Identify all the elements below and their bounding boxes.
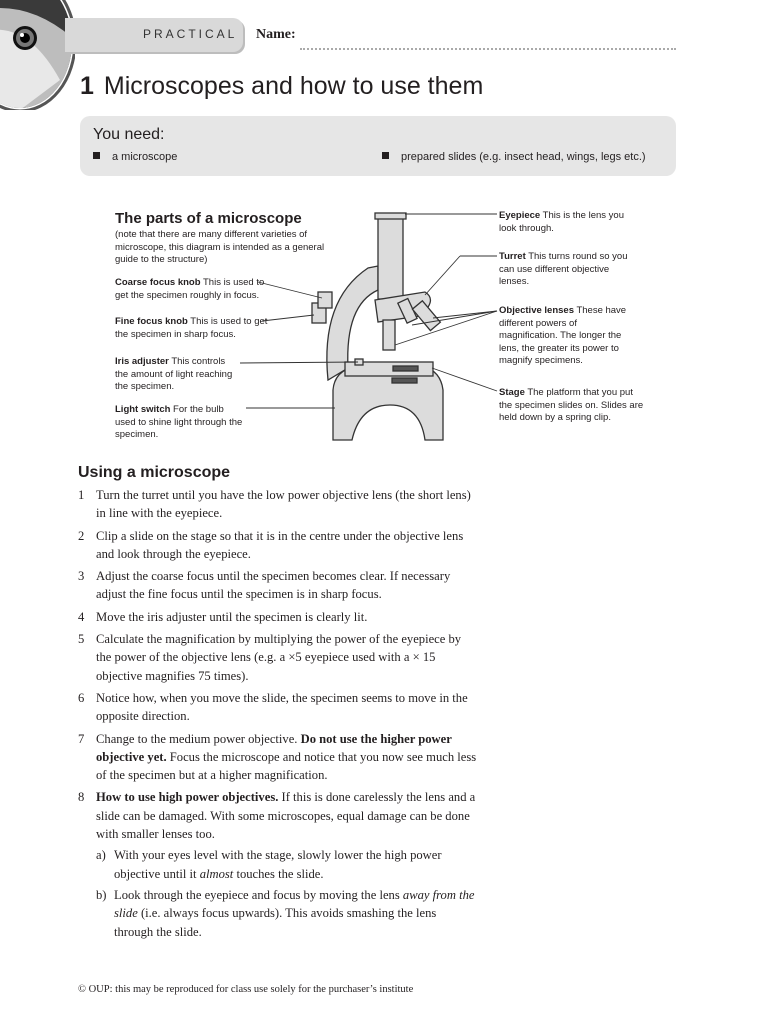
step-number: 7	[78, 731, 85, 746]
title-text: Microscopes and how to use them	[103, 72, 484, 100]
step-text: (i.e. always focus upwards). This avoids smashing the lens through the slide.	[114, 906, 437, 939]
slide-clip	[393, 366, 418, 371]
parts-title: The parts of a microscope	[115, 210, 302, 227]
copyright-footer: © OUP: this may be reproduced for class use solely for the purchaser’s institute	[78, 984, 414, 995]
label-term: Eyepiece	[499, 210, 541, 221]
step-text: Turn the turret until you have the low power objective lens (the short lens) in line with the eyepiece.	[96, 488, 471, 521]
name-label: Name:	[256, 27, 296, 42]
label-desc: For the bulb used to shine light through the specimen.	[115, 404, 243, 440]
step-text: Change to the medium power objective.	[96, 731, 301, 746]
sub-list-item	[78, 846, 478, 883]
step-italic-text: almost	[199, 866, 234, 881]
label-desc: This is the lens you look through.	[499, 210, 624, 234]
list-item	[78, 608, 478, 626]
practical-label: PRACTICAL	[143, 27, 238, 41]
objective-lens	[383, 320, 395, 350]
label-desc: This controls the amount of light reaching the specimen.	[115, 356, 233, 392]
light-source	[392, 378, 417, 383]
you-need-heading: You need:	[93, 126, 165, 143]
step-text: Clip a slide on the stage so that it is in the centre under the objective lens and look through the eyepiece.	[96, 528, 464, 561]
microscope-diagram	[0, 0, 768, 470]
step-number: 3	[78, 569, 85, 584]
steps-list	[78, 486, 478, 945]
list-item	[78, 788, 478, 940]
step-number: 4	[78, 609, 85, 624]
label-term: Light switch	[115, 404, 171, 415]
step-number: 8	[78, 790, 85, 805]
coarse-focus-knob	[318, 292, 332, 308]
label-desc: These have different powers of magnification. The longer the lens, the greater its power to magnify specimens.	[499, 305, 627, 366]
label-desc: This is used to get the specimen roughly in focus.	[115, 277, 265, 301]
step-number: 6	[78, 690, 85, 705]
step-number: 2	[78, 528, 85, 543]
list-item	[78, 630, 478, 685]
step-text: Move the iris adjuster until the specimen is clearly lit.	[96, 609, 368, 624]
step-text: Adjust the coarse focus until the specimen becomes clear. If necessary adjust the fine focus until the specimen is in sharp focus.	[96, 569, 451, 602]
step-italic-text: away from the slide	[114, 887, 475, 921]
list-item	[78, 567, 478, 604]
step-bold-text: How to use high power objectives.	[96, 790, 279, 805]
list-item	[78, 689, 478, 726]
sub-step-letter: a)	[96, 848, 106, 863]
label-term: Stage	[499, 387, 525, 398]
label-term: Fine focus knob	[115, 316, 188, 327]
label-term: Coarse focus knob	[115, 277, 201, 288]
parts-note: (note that there are many different varieties of microscope, this diagram is intended as a general guide to the structure)	[115, 229, 325, 265]
you-need-item-text: a microscope	[112, 151, 178, 163]
sub-step-letter: b)	[96, 887, 107, 902]
sub-list-item	[78, 886, 478, 941]
step-text: Notice how, when you move the slide, the specimen seems to move in the opposite direction.	[96, 690, 468, 724]
label-desc: The platform that you put the specimen slides on. Slides are held down by a spring clip.	[499, 387, 644, 423]
list-item	[78, 730, 478, 785]
microscope-tube	[378, 217, 403, 299]
step-text: Look through the eyepiece and focus by moving the lens	[114, 887, 403, 902]
label-term: Turret	[499, 251, 526, 262]
step-text: If this is done carelessly the lens and a slide can be damaged. With some microscopes, equal damage can be done with smaller lenses too.	[96, 790, 476, 842]
label-term: Objective lenses	[499, 305, 574, 316]
label-term: Iris adjuster	[115, 356, 169, 367]
step-text: Focus the microscope and notice that you now see much less of the specimen but at a higher magnification.	[96, 749, 477, 783]
label-desc: This turns round so you can use different objective lenses.	[499, 251, 628, 287]
step-number: 1	[78, 488, 85, 502]
practical-number: 1	[80, 72, 94, 100]
step-bold-text: Do not use the higher power objective yet.	[96, 731, 452, 764]
step-text: touches the slide.	[233, 866, 324, 881]
label-desc: This is used to get the specimen in sharp focus.	[115, 316, 268, 340]
using-microscope-heading: Using a microscope	[78, 464, 231, 481]
eyepiece-rim	[375, 213, 406, 219]
step-text: Calculate the magnification by multiplying the power of the eyepiece by the power of the objective lens (e.g. a ×5 eyepiece used with a × 15 objective magnifies 75 times).	[96, 632, 462, 683]
you-need-item-text: prepared slides (e.g. insect head, wings, legs etc.)	[401, 151, 646, 163]
list-item	[78, 527, 478, 564]
list-item	[78, 486, 478, 523]
step-number: 5	[78, 632, 85, 647]
step-text: With your eyes level with the stage, slowly lower the high power objective until it	[114, 848, 442, 881]
